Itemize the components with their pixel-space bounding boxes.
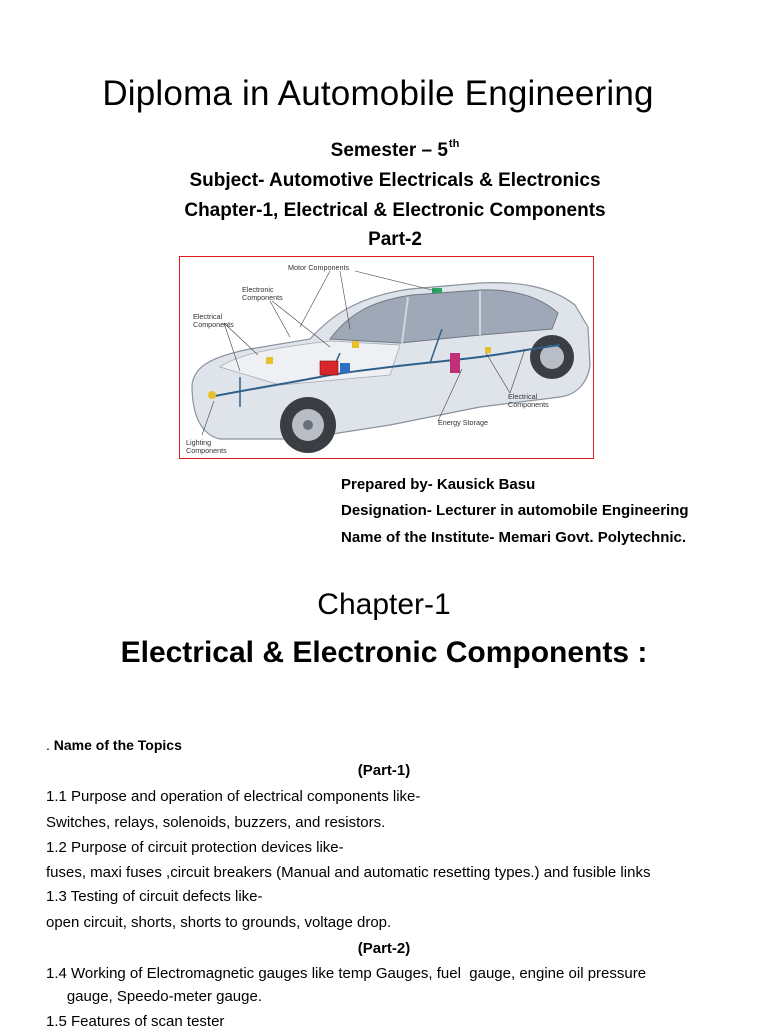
label-motor: Motor Components (288, 263, 350, 272)
topic-line: fuses, maxi fuses ,circuit breakers (Manual and automatic resetting types.) and fusible links (46, 864, 651, 881)
topic-line: Switches, relays, solenoids, buzzers, and resistors. (46, 814, 386, 831)
module-box (340, 363, 350, 373)
chapter-subtitle: Electrical & Electronic Components : (120, 636, 648, 669)
document-title: Diploma in Automobile Engineering (102, 74, 654, 113)
topics-heading-text: Name of the Topics (53, 737, 182, 753)
prepared-by: Prepared by- Kausick Basu (341, 476, 536, 493)
topics-heading-prefix: . (46, 737, 54, 753)
semester-line (0, 138, 768, 162)
label-energy-storage: Energy Storage (438, 418, 488, 427)
topics-heading (46, 737, 182, 753)
label-electrical-right-2: Components (508, 400, 549, 409)
battery (320, 361, 338, 375)
part-1-label: (Part-1) (357, 762, 411, 779)
part-2-label: (Part-2) (357, 940, 411, 957)
label-electronic-1: Electronic (242, 285, 274, 294)
headlight (208, 391, 216, 399)
subject-line: Subject- Automotive Electricals & Electronics (189, 170, 601, 191)
topic-line: 1.5 Features of scan tester (46, 1013, 225, 1030)
semester-label: Semester – 5 (330, 140, 448, 161)
chapter-title: Chapter-1 (317, 588, 451, 621)
topic-line: 1.3 Testing of circuit defects like- (46, 888, 263, 905)
topic-line: open circuit, shorts, shorts to grounds, voltage drop. (46, 914, 392, 931)
label-electrical-right-1: Electrical (508, 392, 538, 401)
label-lighting-2: Components (186, 446, 227, 455)
label-electrical-left-1: Electrical (193, 312, 223, 321)
car-components-figure (179, 256, 594, 459)
designation: Designation- Lecturer in automobile Engineering (341, 502, 689, 519)
topic-line: gauge, Speedo-meter gauge. (46, 988, 262, 1005)
topic-line: 1.1 Purpose and operation of electrical components like- (46, 788, 421, 805)
topic-line: 1.2 Purpose of circuit protection devices like- (46, 839, 344, 856)
label-electrical-left-2: Components (193, 320, 234, 329)
chapter-line: Chapter-1, Electrical & Electronic Components (184, 200, 606, 221)
label-electronic-2: Components (242, 293, 283, 302)
semester-superscript: th (448, 138, 460, 150)
energy-unit (450, 353, 460, 373)
topic-line: 1.4 Working of Electromagnetic gauges like temp Gauges, fuel gauge, engine oil pressure (46, 965, 647, 982)
institute-name: Name of the Institute- Memari Govt. Polytechnic. (341, 529, 687, 546)
part-line: Part-2 (368, 229, 422, 250)
label-lighting-1: Lighting (186, 438, 212, 447)
car-illustration (180, 257, 593, 458)
